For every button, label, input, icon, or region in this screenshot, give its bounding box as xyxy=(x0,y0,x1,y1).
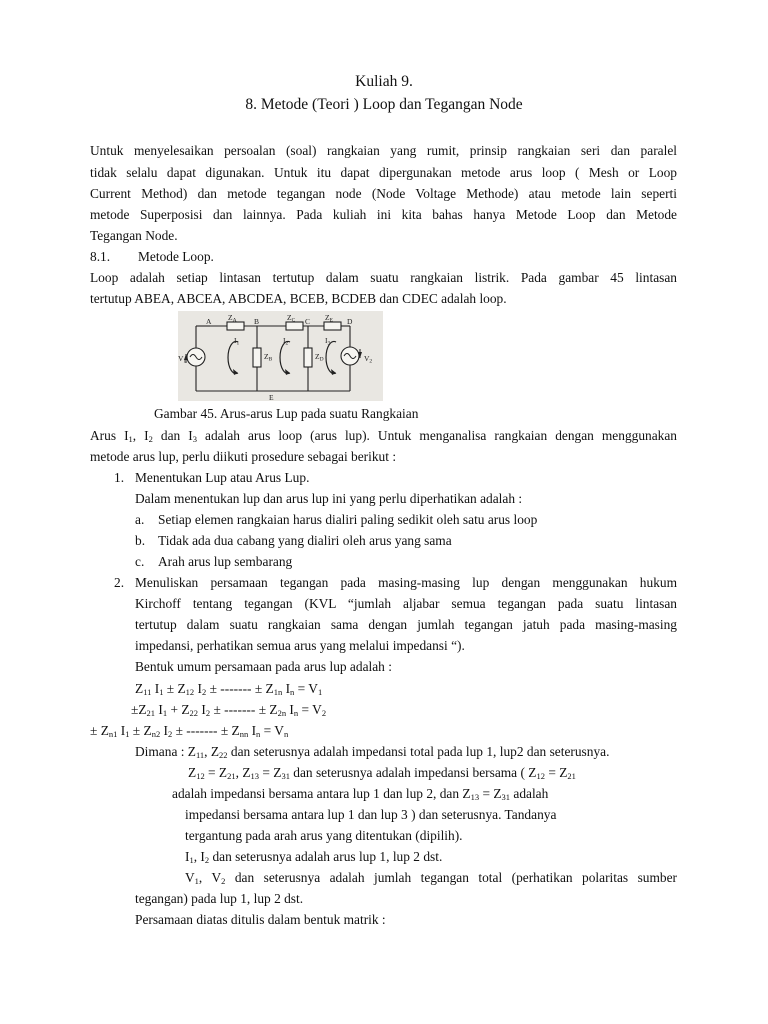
step-number: 1. xyxy=(114,470,125,485)
circuit-figure xyxy=(178,311,383,401)
section-number: 8.1. xyxy=(90,249,111,264)
node-d-label: D xyxy=(347,317,353,326)
explanation-line: adalah impedansi bersama antara lup 1 dan lup 2, dan $Z_{13} = Z_{31}$ adalah xyxy=(172,786,549,802)
loop-definition-line: tertutup ABEA, ABCEA, ABCDEA, BCEB, BCDEB dan CDEC adalah loop. xyxy=(90,291,507,306)
step-line: Bentuk umum persamaan pada arus lup adalah : xyxy=(135,659,392,674)
node-c-label: C xyxy=(305,317,311,326)
intro-line: Current Method) dan metode tegangan node (Node Voltage Methode) atau metode lain seperti xyxy=(90,186,677,201)
impedance-za-label: $Z_A$ xyxy=(228,313,237,324)
loop-definition-line: Loop adalah setiap lintasan tertutup dalam suatu rangkaian listrik. Pada gambar 45 lintasan xyxy=(90,270,677,285)
step-line: tertutup dalam suatu rangkaian sama dengan jumlah tegangan jatuh pada masing-masing xyxy=(135,617,677,632)
intro-line: metode Superposisi dan lainnya. Pada kuliah ini kita bahas hanya Metode Loop dan Metode xyxy=(90,207,677,222)
voltage-source-v2-symbol xyxy=(341,347,359,365)
explanation-line: impedansi bersama antara lup 1 dan lup 3 ) dan seterusnya. Tandanya xyxy=(185,807,557,822)
explanation-line: tegangan) pada lup 1, lup 2 dst. xyxy=(135,891,304,906)
impedance-zc-label: $Z_C$ xyxy=(287,313,296,324)
current-i2-label: $I_2$ xyxy=(283,336,289,347)
equation-row: ± $Z_{n1}$ $I_1 \pm Z_{n2}$ $I_2$ ± ------- ± $Z_{nn}$ $I_n = V_n$ xyxy=(90,723,289,739)
list-item: Tidak ada dua cabang yang dialiri oleh arus yang sama xyxy=(158,533,452,548)
step-line: Kirchoff tentang tegangan (KVL “jumlah aljabar semua tegangan pada suatu lintasan xyxy=(135,596,677,611)
figure-caption: Gambar 45. Arus-arus Lup pada suatu Rangkaian xyxy=(154,406,419,421)
step-number: 2. xyxy=(114,575,125,590)
list-item-letter: a. xyxy=(135,512,145,527)
list-item-letter: c. xyxy=(135,554,145,569)
equation-row: $\pm Z_{21}$ $I_1 + Z_{22}$ $I_2$ ± ------- ± $Z_{2n}$ $I_n = V_2$ xyxy=(131,702,327,718)
explanation-line: $I_1$, $I_2$ dan seterusnya adalah arus lup 1, lup 2 dst. xyxy=(185,849,443,865)
body-line: Arus $I_1$, $I_2$ dan $I_3$ adalah arus loop (arus lup). Untuk menganalisa rangkaian dengan menggunakan xyxy=(90,428,677,444)
node-a-label: A xyxy=(206,317,212,326)
source-v2-label: $V_2$ xyxy=(364,354,373,365)
step-title: Menentukan Lup atau Arus Lup. xyxy=(135,470,310,485)
chapter-title: 8. Metode (Teori ) Loop dan Tegangan Node xyxy=(245,96,523,113)
list-item-letter: b. xyxy=(135,533,146,548)
impedance-zd-symbol xyxy=(304,348,312,367)
lecture-title: Kuliah 9. xyxy=(355,73,413,90)
node-e-label: E xyxy=(269,393,274,401)
source-v1-label: $V_1$ xyxy=(178,354,187,365)
section-heading: Metode Loop. xyxy=(138,249,214,264)
step-line: impedansi, perhatikan semua arus yang melalui impedansi “). xyxy=(135,638,465,653)
impedance-zb-symbol xyxy=(253,348,261,367)
explanation-line: $Z_{12} = Z_{21}$, $Z_{13} = Z_{31}$ dan seterusnya adalah impedansi bersama ( $Z_{12} = Z_{21}$ xyxy=(188,765,576,781)
explanation-line: Dimana : $Z_{11}$, $Z_{22}$ dan seterusnya adalah impedansi total pada lup 1, lup2 dan seterusnya. xyxy=(135,744,610,760)
impedance-zb-label: $Z_B$ xyxy=(264,352,273,363)
impedance-ze-label: $Z_E$ xyxy=(325,313,333,324)
step-description: Dalam menentukan lup dan arus lup ini yang perlu diperhatikan adalah : xyxy=(135,491,523,506)
intro-line: Untuk menyelesaikan persoalan (soal) rangkaian yang rumit, prinsip rangkaian seri dan paralel xyxy=(90,143,677,158)
equation-row: $Z_{11}$ $I_1 \pm Z_{12}$ $I_2$ ± ------- ± $Z_{1n}$ $I_n = V_1$ xyxy=(135,681,323,697)
step-line: Menuliskan persamaan tegangan pada masing-masing lup dengan menggunakan hukum xyxy=(135,575,677,590)
list-item: Arah arus lup sembarang xyxy=(158,554,293,569)
explanation-line: $V_1$, $V_2$ dan seterusnya adalah jumlah tegangan total (perhatikan polaritas sumber xyxy=(185,870,678,886)
explanation-line: Persamaan diatas ditulis dalam bentuk matrik : xyxy=(135,912,386,927)
voltage-source-v1-symbol xyxy=(187,348,205,366)
current-i3-label: $I_3$ xyxy=(325,336,331,347)
list-item: Setiap elemen rangkaian harus dialiri paling sedikit oleh satu arus loop xyxy=(158,512,538,527)
body-line: metode arus lup, perlu diikuti prosedure sebagai berikut : xyxy=(90,449,397,464)
impedance-zd-label: $Z_D$ xyxy=(315,352,324,363)
intro-line: Tegangan Node. xyxy=(90,228,178,243)
intro-line: tidak selalu dapat digunakan. Untuk itu dapat dipergunakan metode arus loop ( Mesh or Loop xyxy=(90,165,677,180)
explanation-line: tergantung pada arah arus yang ditentukan (dipilih). xyxy=(185,828,463,843)
node-b-label: B xyxy=(254,317,260,326)
current-i1-label: $I_1$ xyxy=(234,336,240,347)
